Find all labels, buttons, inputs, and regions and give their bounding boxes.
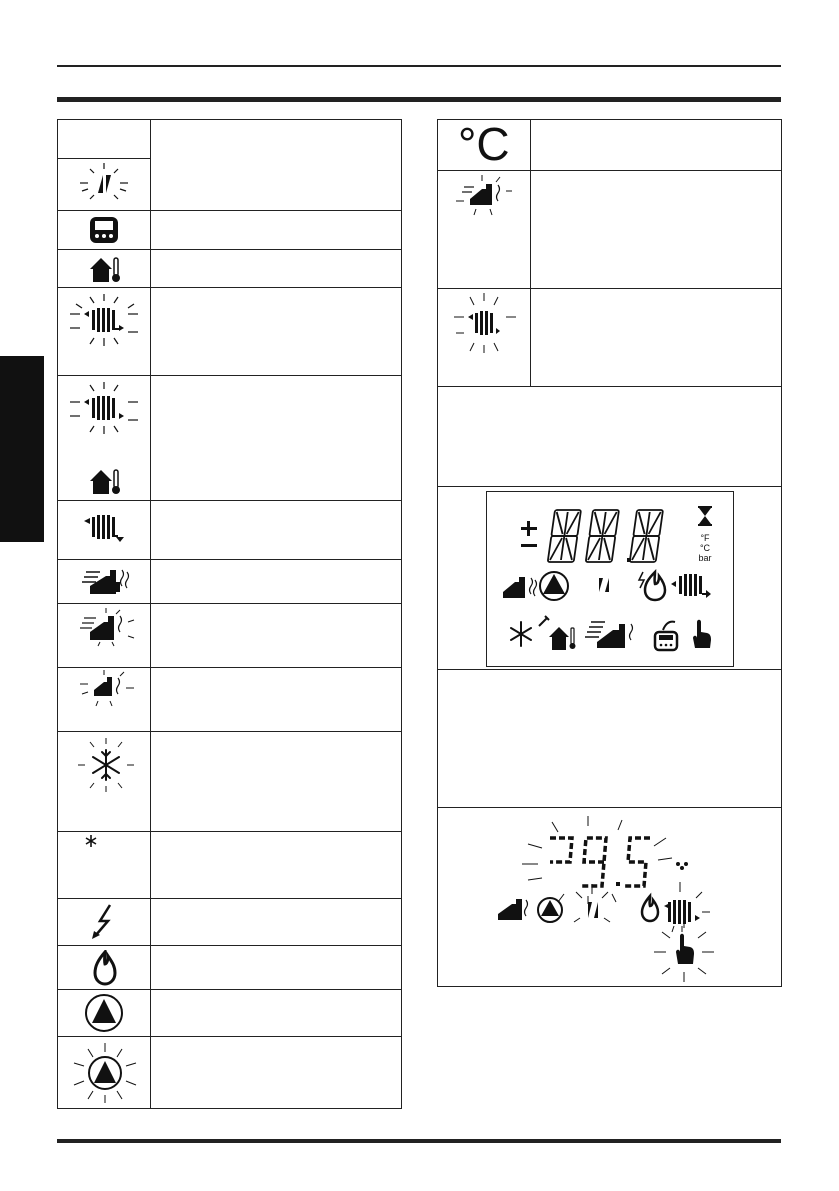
table-row xyxy=(58,500,401,559)
table-row xyxy=(58,120,401,158)
table-row xyxy=(58,210,401,249)
blinking-tap-icon xyxy=(454,175,514,217)
header-rule-thin xyxy=(57,65,781,67)
table-row xyxy=(58,603,401,667)
blinking-radiator-icon xyxy=(452,291,518,355)
right-symbol-table xyxy=(437,119,782,987)
table-row xyxy=(438,386,781,486)
table-row xyxy=(58,898,401,945)
blinking-snowflake-icon xyxy=(76,736,136,794)
house-thermometer-icon xyxy=(88,254,122,284)
plus-minus-icon xyxy=(521,521,537,547)
blinking-pump-icon xyxy=(70,1041,140,1105)
table-row xyxy=(438,486,781,669)
blinking-radiator-icon xyxy=(68,292,142,348)
table-row xyxy=(58,831,401,898)
table-row xyxy=(58,375,401,500)
blinking-hot-water-tap-icon xyxy=(76,608,136,648)
lcd-display-panel xyxy=(486,491,734,667)
flame-icon xyxy=(92,950,118,986)
unit-fahrenheit: °F xyxy=(700,533,710,543)
lcd-segment-display xyxy=(487,492,733,666)
lcd-snowflake-icon xyxy=(511,622,531,646)
table-row xyxy=(58,731,401,831)
pump-icon xyxy=(84,993,124,1033)
hot-water-tap-icon xyxy=(80,564,134,600)
header-rule-thick xyxy=(57,97,781,102)
house-thermometer-icon xyxy=(88,466,122,496)
table-row xyxy=(438,669,781,807)
table-row xyxy=(438,170,781,288)
blinking-up-down-arrows-icon xyxy=(72,161,136,209)
table-row xyxy=(58,1036,401,1110)
table-row xyxy=(58,559,401,603)
lightning-icon xyxy=(90,903,118,941)
hourglass-icon xyxy=(699,508,711,516)
unit-celsius: °C xyxy=(699,543,711,553)
section-side-tab xyxy=(0,356,44,542)
remote-control-icon xyxy=(88,215,120,245)
table-row xyxy=(58,989,401,1036)
table-row xyxy=(438,807,781,988)
footer-rule xyxy=(57,1139,781,1143)
table-row xyxy=(438,120,781,170)
radiator-icon xyxy=(82,513,130,543)
unit-bar: bar xyxy=(698,553,712,563)
lcd-tap-icon xyxy=(503,577,537,598)
small-snowflake-icon xyxy=(84,834,98,848)
celsius-icon: °C xyxy=(458,118,510,170)
table-row xyxy=(58,287,401,375)
left-symbol-table xyxy=(57,119,402,1109)
blinking-radiator-with-house-icon xyxy=(68,380,142,436)
table-row xyxy=(58,945,401,989)
table-row xyxy=(58,667,401,731)
table-row xyxy=(58,249,401,287)
blinking-tap-small-icon xyxy=(76,670,136,710)
lcd-example-blinking xyxy=(488,808,738,986)
table-row xyxy=(58,158,401,210)
table-row xyxy=(438,288,781,386)
